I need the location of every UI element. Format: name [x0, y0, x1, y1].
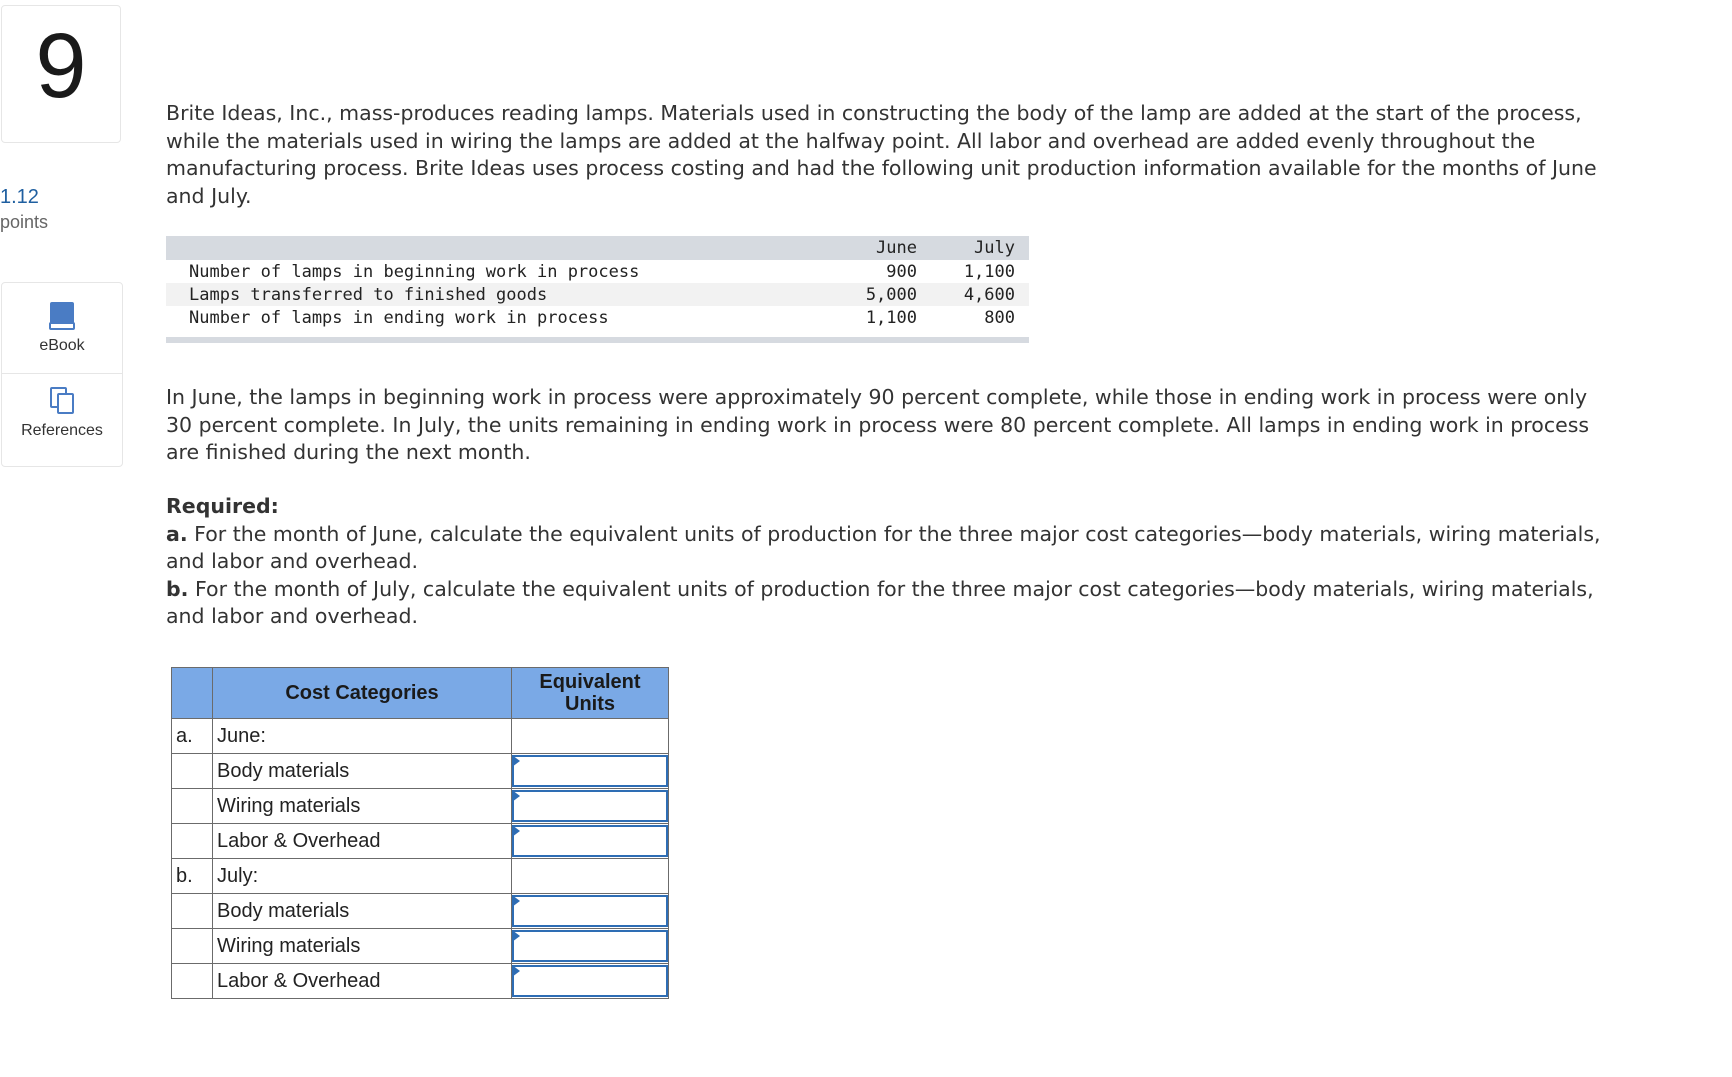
input-flag-icon [512, 755, 520, 767]
section-title: July: [213, 859, 512, 894]
production-row-june: 900 [886, 261, 917, 282]
answer-row [172, 789, 669, 824]
required-a-text: For the month of June, calculate the equivalent units of production for the three major cost categories—body materials, wiring materials, and labor and overhead. [166, 521, 1601, 573]
tools-panel [1, 282, 123, 467]
copy-pages-icon [48, 386, 76, 416]
answer-row-label: Wiring materials [213, 789, 512, 824]
answer-input-cell [512, 754, 669, 789]
book-icon [48, 301, 76, 331]
production-row [166, 260, 1029, 283]
production-row [166, 306, 1029, 329]
ebook-label: eBook [39, 337, 85, 354]
points-value: 1.12 [0, 186, 39, 208]
answer-row-label: Wiring materials [213, 929, 512, 964]
answer-table-header [172, 668, 669, 719]
july-labor-overhead-input[interactable] [512, 965, 668, 997]
answer-row [172, 929, 669, 964]
intro-paragraph: Brite Ideas, Inc., mass-produces reading lamps. Materials used in constructing the body of the lamp are added at the start of the process, while the materials used in wiring the lamps are added at the halfway point. All labor and overhead are added evenly throughout the manufacturing process. Brite Ideas uses process costing and had the following unit production information available for the months of June and July. [166, 101, 1597, 208]
answer-row-blank [172, 964, 213, 999]
references-label: References [21, 422, 103, 439]
answer-input-cell [512, 789, 669, 824]
question-number: 9 [35, 15, 87, 117]
answer-row [172, 894, 669, 929]
answer-table [171, 667, 669, 999]
ebook-button[interactable] [2, 301, 122, 374]
june-labor-overhead-input[interactable] [512, 825, 668, 857]
production-table-header [166, 236, 1029, 260]
production-table-divider [166, 337, 1029, 343]
answer-row-blank [172, 929, 213, 964]
production-row-july: 4,600 [925, 283, 1029, 306]
production-row-june: 5,000 [829, 283, 925, 306]
required-b-label: b. [166, 576, 189, 601]
answer-header-equivalent [512, 668, 669, 719]
section-blank-cell [512, 859, 669, 894]
section-title: June: [213, 719, 512, 754]
answer-row-blank [172, 824, 213, 859]
production-header-blank [166, 236, 829, 260]
production-row-july: 800 [984, 307, 1015, 328]
completion-paragraph: In June, the lamps in beginning work in process were approximately 90 percent complete, while those in ending work in process were only 30 percent complete. In July, the units remaining in ending work in process were 80 percent complete. All lamps in ending work in process are finished during the next month. [166, 385, 1590, 464]
june-wiring-materials-input[interactable] [512, 790, 668, 822]
section-row-june [172, 719, 669, 754]
input-flag-icon [512, 965, 520, 977]
july-body-materials-input[interactable] [512, 895, 668, 927]
section-letter: a. [172, 719, 213, 754]
answer-row-blank [172, 789, 213, 824]
required-heading: Required: [166, 494, 279, 518]
answer-row-label: Labor & Overhead [213, 824, 512, 859]
completion-section [166, 384, 1606, 467]
question-sidebar [0, 0, 124, 1077]
answer-input-cell [512, 929, 669, 964]
question-number-box [1, 5, 121, 143]
required-section [166, 493, 1606, 631]
input-flag-icon [512, 895, 520, 907]
required-b-text: For the month of July, calculate the equivalent units of production for the three major cost categories—body materials, wiring materials, and labor and overhead. [166, 576, 1594, 628]
production-header-june: June [829, 236, 925, 260]
input-flag-icon [512, 825, 520, 837]
references-button[interactable] [2, 374, 122, 466]
answer-input-cell [512, 824, 669, 859]
question-body [166, 100, 1606, 210]
section-blank-cell [512, 719, 669, 754]
input-flag-icon [512, 790, 520, 802]
production-header-july: July [925, 236, 1029, 260]
section-row-july [172, 859, 669, 894]
answer-header-equivalent-text: Equivalent Units [539, 670, 641, 715]
production-row-label: Number of lamps in ending work in process [189, 307, 609, 328]
input-flag-icon [512, 930, 520, 942]
answer-row-blank [172, 754, 213, 789]
answer-row [172, 754, 669, 789]
answer-row-label: Labor & Overhead [213, 964, 512, 999]
answer-input-cell [512, 964, 669, 999]
production-row-label: Number of lamps in beginning work in process [189, 261, 640, 282]
answer-input-cell [512, 894, 669, 929]
points-label: points [0, 212, 49, 232]
answer-row-label: Body materials [213, 894, 512, 929]
required-a-label: a. [166, 521, 188, 546]
june-body-materials-input[interactable] [512, 755, 668, 787]
production-row-june: 1,100 [865, 307, 917, 328]
answer-row [172, 824, 669, 859]
production-table [166, 236, 1029, 329]
production-row-label: Lamps transferred to finished goods [166, 283, 829, 306]
answer-row-blank [172, 894, 213, 929]
production-table-wrapper [166, 236, 1029, 343]
july-wiring-materials-input[interactable] [512, 930, 668, 962]
answer-header-blank [172, 668, 213, 719]
production-row-july: 1,100 [963, 261, 1015, 282]
answer-header-categories: Cost Categories [213, 668, 512, 719]
answer-row-label: Body materials [213, 754, 512, 789]
production-row [166, 283, 1029, 306]
section-letter: b. [172, 859, 213, 894]
answer-row [172, 964, 669, 999]
